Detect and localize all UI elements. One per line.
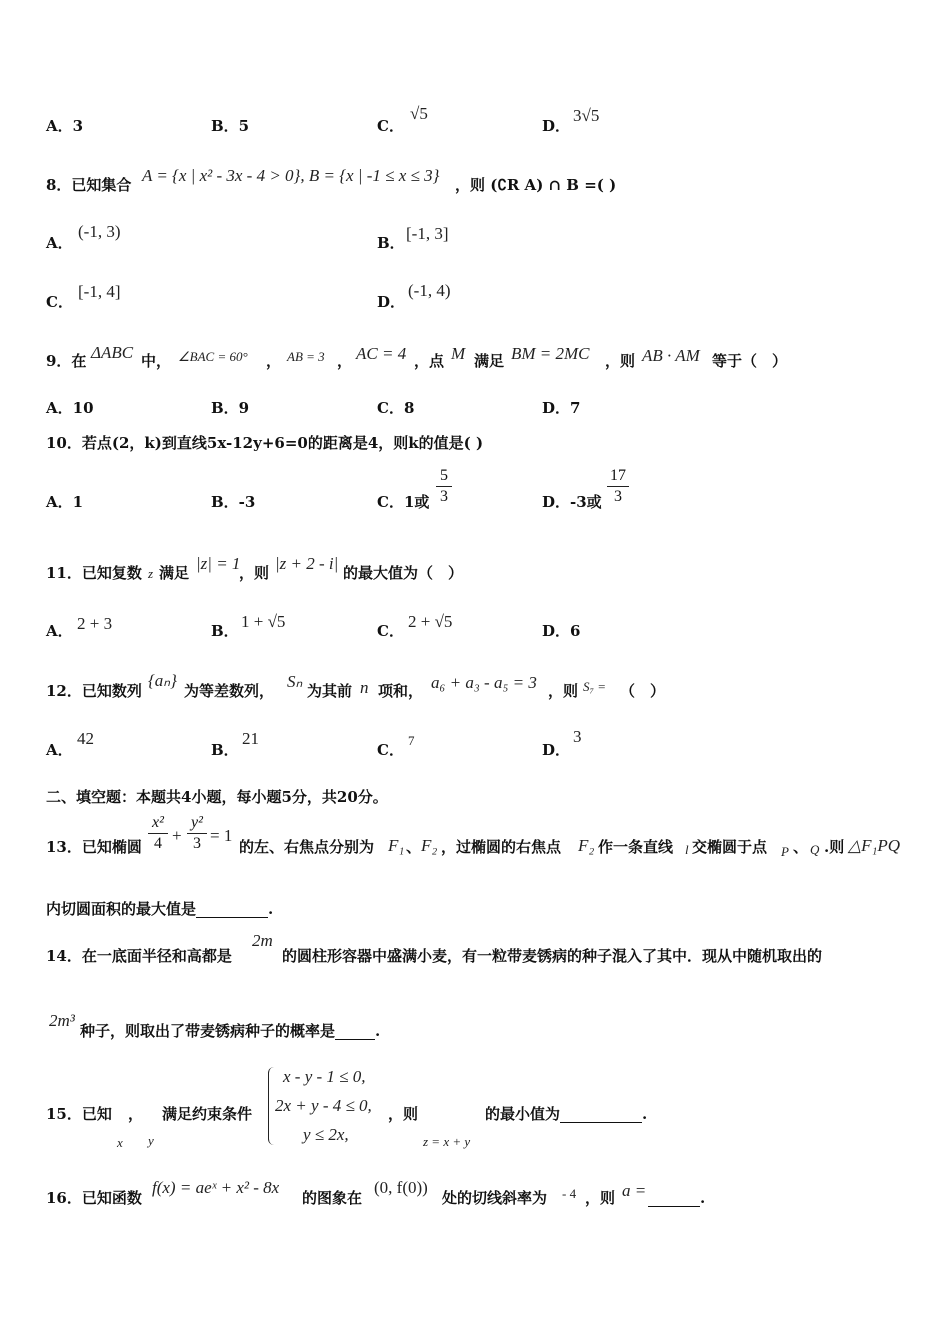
- q13-math-l: l: [685, 842, 689, 857]
- q16-text-3: ，则: [585, 1189, 616, 1207]
- fraction-bar: [607, 486, 629, 487]
- q9-math-ac: AC = 4: [356, 344, 407, 363]
- q15-constraint-2: 2x + y - 4 ≤ 0,: [275, 1096, 372, 1115]
- q11-option-d: D．6: [542, 622, 581, 640]
- q16-math-function: f(x) = aeˣ + x² - 8x: [152, 1178, 280, 1197]
- q10-c-denominator: 3: [440, 488, 448, 505]
- section-heading: 二、填空题：本题共4小题，每小题5分，共20分。: [46, 788, 388, 806]
- q15-stem-prefix: 15．已知: [46, 1105, 112, 1123]
- q12-option-a-label: A．: [46, 741, 73, 759]
- q13-end: .: [268, 900, 274, 918]
- q9-math-ab: AB = 3: [287, 349, 325, 364]
- q10-option-c-label: C．1或: [377, 493, 430, 511]
- q16-text-2: 处的切线斜率为: [442, 1189, 548, 1207]
- q7-option-c-math: √5: [410, 104, 428, 123]
- q15-math-y: y: [148, 1133, 154, 1148]
- q8-option-b-math: [-1, 3]: [406, 224, 449, 243]
- q13-fraction-y: [187, 814, 207, 853]
- q16-math-point: (0, f(0)): [374, 1178, 428, 1197]
- q13-line2-text: 内切圆面积的最大值是: [46, 900, 197, 918]
- q13-fy-numerator: y²: [191, 814, 203, 831]
- q13-text-7: .则: [824, 838, 845, 856]
- q12-option-a-math: 42: [77, 729, 94, 748]
- q15-comma: ，: [128, 1105, 144, 1123]
- q9-math-m: M: [451, 344, 466, 363]
- q9-option-d: D．7: [542, 399, 581, 417]
- q9-text-6: ，则: [605, 352, 636, 370]
- q9-text-3: ，: [337, 352, 353, 370]
- q12-text-2: 为其前: [307, 682, 353, 700]
- q9-text-5: 满足: [474, 352, 505, 370]
- q12-option-c-math: 7: [408, 733, 415, 748]
- q16-math-a: a =: [622, 1181, 647, 1200]
- q13-math-f2b: F₂: [578, 836, 595, 855]
- q15-text-1: 满足约束条件: [162, 1105, 253, 1123]
- q8-stem-suffix: ，则 (∁R A) ∩ B =( ): [455, 176, 617, 194]
- q12-stem-prefix: 12．已知数列: [46, 682, 142, 700]
- q15-constraint-1: x - y - 1 ≤ 0,: [283, 1067, 366, 1086]
- q12-option-d-math: 3: [573, 727, 582, 746]
- q12-math-n: n: [360, 678, 369, 697]
- q9-text-2: ，: [266, 352, 282, 370]
- q13-fraction-x: [148, 814, 168, 853]
- q13-math-f1: F₁: [388, 836, 405, 855]
- q8-option-d-label: D．: [377, 293, 406, 311]
- q12-option-c-label: C．: [377, 741, 404, 759]
- q13-text-5: 交椭圆于点: [692, 838, 768, 856]
- q13-text-1: 的左、右焦点分别为: [239, 838, 375, 856]
- q9-text-7: 等于（ ）: [712, 352, 788, 370]
- q14-math-2m: 2m: [252, 931, 273, 950]
- q12-option-b-math: 21: [242, 729, 259, 748]
- q16-stem-prefix: 16．已知函数: [46, 1189, 142, 1207]
- q7-option-c-label: C．: [377, 117, 404, 135]
- q8-option-b-label: B．: [377, 234, 405, 252]
- q13-text-2: 、: [406, 838, 422, 856]
- q12-option-b-label: B．: [211, 741, 239, 759]
- q14-answer-blank[interactable]: [335, 1023, 375, 1040]
- q10-option-d-fraction: [607, 467, 629, 506]
- q14-line2-text: 种子，则取出了带麦锈病种子的概率是: [80, 1022, 336, 1040]
- q13-fy-denominator: 3: [193, 835, 201, 852]
- q16-answer-blank[interactable]: [648, 1190, 700, 1207]
- q11-math-modulus: |z| = 1: [196, 554, 241, 573]
- q15-answer-blank[interactable]: [560, 1106, 642, 1123]
- q13-math-triangle: △F₁PQ: [848, 836, 901, 855]
- q10-c-numerator: 5: [440, 467, 448, 484]
- q15-constraint-brace: [268, 1067, 275, 1145]
- q8-option-a-label: A．: [46, 234, 73, 252]
- q12-math-sequence: {aₙ}: [148, 671, 177, 690]
- q12-text-4: ，则: [548, 682, 579, 700]
- q14-text-1: 的圆柱形容器中盛满小麦，有一粒带麦锈病的种子混入了其中．现从中随机取出的: [282, 947, 823, 965]
- q10-stem: 10．若点(2，k)到直线5x-12y+6=0的距离是4，则k的值是( ): [46, 434, 484, 452]
- q13-plus: +: [172, 826, 182, 845]
- fraction-bar: [436, 486, 452, 487]
- q10-option-a: A．1: [46, 493, 84, 511]
- q12-text-1: 为等差数列，: [184, 682, 275, 700]
- fraction-bar: [187, 833, 207, 834]
- fraction-bar: [148, 833, 168, 834]
- q13-text-4: 作一条直线: [598, 838, 674, 856]
- q13-equals: = 1: [210, 826, 233, 845]
- q9-option-c: C．8: [377, 399, 415, 417]
- q9-math-angle: ∠BAC = 60°: [178, 349, 248, 364]
- q12-math-condition: a₆ + a₃ - a₅ = 3: [431, 673, 537, 692]
- q10-option-c-fraction: [436, 467, 452, 506]
- q7-option-b: B．5: [211, 117, 250, 135]
- q10-option-b: B．-3: [211, 493, 256, 511]
- q11-math-z: z: [148, 566, 154, 581]
- q9-stem-prefix: 9．在: [46, 352, 87, 370]
- q8-option-d-math: (-1, 4): [408, 281, 451, 300]
- q16-text-1: 的图象在: [302, 1189, 363, 1207]
- q14-math-volume: 2m³: [49, 1011, 75, 1030]
- q12-text-3: 项和，: [378, 682, 424, 700]
- q13-text-3: ，过椭圆的右焦点: [441, 838, 562, 856]
- q13-math-q: Q: [810, 842, 820, 857]
- q11-option-b-math: 1 + √5: [241, 612, 286, 631]
- q11-option-c-label: C．: [377, 622, 404, 640]
- q15-text-3: 的最小值为: [485, 1105, 561, 1123]
- q11-math-expression: |z + 2 - i|: [275, 554, 339, 573]
- q9-text-4: ，点: [414, 352, 445, 370]
- q15-text-2: ，则: [388, 1105, 419, 1123]
- q7-option-d-label: D．: [542, 117, 571, 135]
- q12-text-5: （ ）: [620, 682, 666, 700]
- q9-text-1: 中，: [141, 352, 172, 370]
- q8-stem-math: A = {x | x² - 3x - 4 > 0}, B = {x | -1 ≤ x ≤ 3}: [142, 166, 440, 185]
- q8-option-a-math: (-1, 3): [78, 222, 121, 241]
- q15-end: .: [642, 1105, 648, 1123]
- q13-stem-prefix: 13．已知椭圆: [46, 838, 142, 856]
- q11-option-a-math: 2 + 3: [77, 614, 113, 633]
- q14-line2: [80, 1022, 380, 1040]
- q15-math-z: z = x + y: [423, 1134, 471, 1149]
- q9-math-dot: AB · AM: [642, 346, 700, 365]
- q10-d-denominator: 3: [614, 488, 622, 505]
- q12-math-s7: S₇ =: [583, 679, 607, 694]
- q16-end: .: [700, 1189, 706, 1207]
- q13-fx-numerator: x²: [152, 814, 164, 831]
- q11-stem-prefix: 11．已知复数: [46, 564, 142, 582]
- q13-answer-blank[interactable]: [196, 901, 268, 918]
- q13-text-6: 、: [793, 838, 809, 856]
- q7-option-a: A．3: [46, 117, 84, 135]
- q9-math-bm: BM = 2MC: [511, 344, 590, 363]
- q8-option-c-math: [-1, 4]: [78, 282, 121, 301]
- q13-math-p: P: [781, 844, 789, 859]
- q8-option-c-label: C．: [46, 293, 73, 311]
- q11-text-1: 满足: [159, 564, 190, 582]
- q10-option-d-label: D．-3或: [542, 493, 602, 511]
- q15-constraint-3: y ≤ 2x,: [303, 1125, 349, 1144]
- q13-math-f2: F₂: [421, 836, 438, 855]
- q10-d-numerator: 17: [610, 467, 626, 484]
- q16-math-slope: - 4: [562, 1186, 577, 1201]
- q11-text-2: ，则: [239, 564, 270, 582]
- q11-option-a-label: A．: [46, 622, 73, 640]
- q9-math-triangle: ΔABC: [91, 343, 134, 362]
- q11-text-3: 的最大值为（ ）: [343, 564, 464, 582]
- q9-option-b: B．9: [211, 399, 250, 417]
- q7-option-d-math: 3√5: [573, 106, 600, 125]
- q12-math-sn: Sₙ: [287, 672, 303, 691]
- q16-blank-group: [648, 1189, 705, 1207]
- q15-text-3-group: [485, 1105, 647, 1123]
- q11-option-b-label: B．: [211, 622, 239, 640]
- q13-line2: [46, 900, 273, 918]
- q14-stem-prefix: 14．在一底面半径和高都是: [46, 947, 232, 965]
- q15-math-x: x: [117, 1135, 123, 1150]
- q14-end: .: [375, 1022, 381, 1040]
- q11-option-c-math: 2 + √5: [408, 612, 453, 631]
- q8-stem-prefix: 8．已知集合: [46, 176, 132, 194]
- q12-option-d-label: D．: [542, 741, 571, 759]
- q13-fx-denominator: 4: [154, 835, 162, 852]
- q9-option-a: A．10: [46, 399, 94, 417]
